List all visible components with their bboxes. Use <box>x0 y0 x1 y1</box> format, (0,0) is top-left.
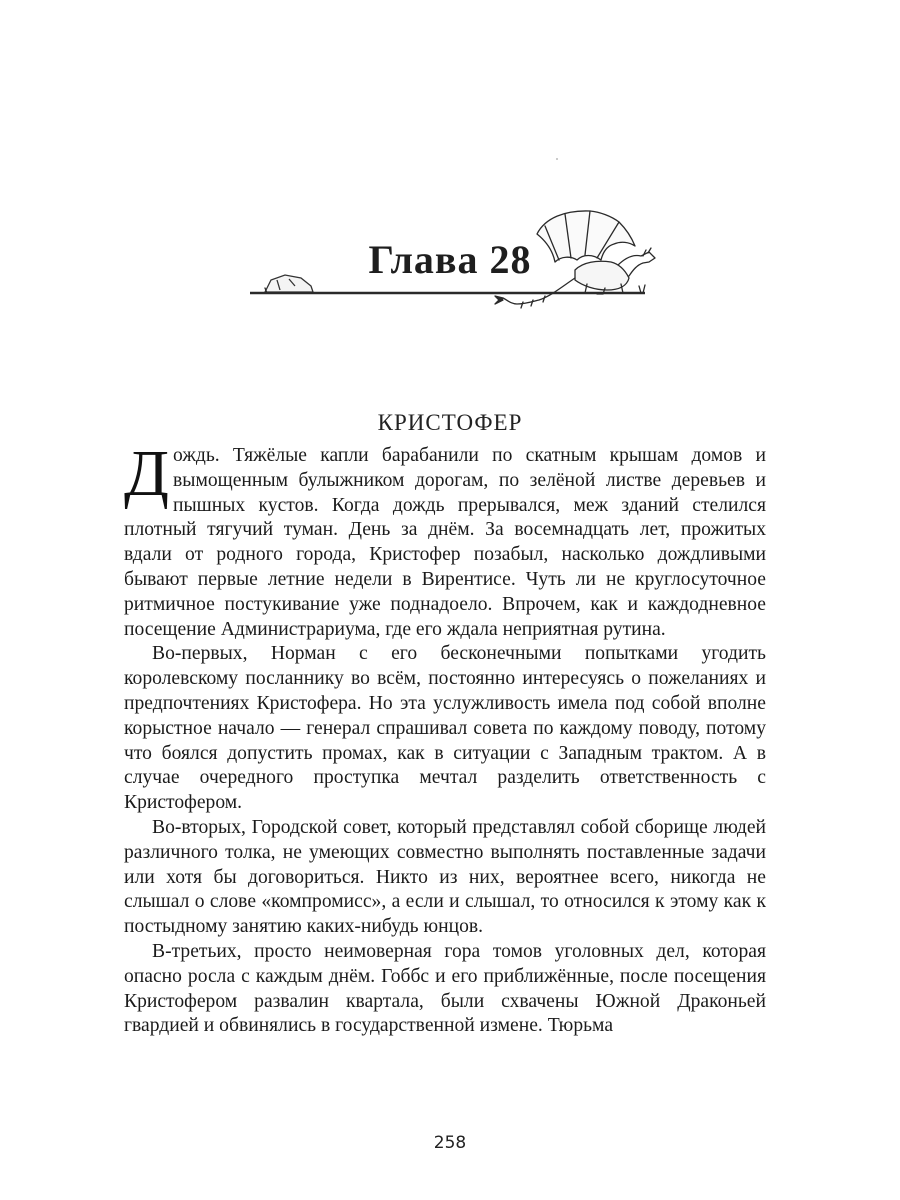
paragraph: Во-первых, Норман с его бесконечными попытками угодить королевскому посланнику во всём, постоянно интересуясь о пожеланиях и предпочтениях Кристофера. Но эта услужливость имела под собой вполне корыстное начало — генерал спрашивал совета по каждому поводу, потому что боялся допустить промах, как в ситуации с Западным трактом. А в случае очередного проступка мечтал разделить ответственность с Кристофером. <box>124 643 766 814</box>
chapter-title: Глава 28 <box>368 237 532 282</box>
paragraph <box>124 437 766 642</box>
paragraph: Во-вторых, Городской совет, который представлял собой сборище людей различного толка, не умеющих совместно выполнять поставленные задачи или хотя бы договориться. Никто из них, вероятнее всего, никогда не слышал о слове «компромисс», а если и слышал, то относился к этому как к постыдному занятию каких-нибудь юнцов. <box>124 816 766 938</box>
pov-heading: КРИСТОФЕР <box>377 410 523 435</box>
paragraph: В-третьих, просто неимоверная гора томов уголовных дел, которая опасно росла с каждым днём. Гоббс и его приближённые, после посещения Кристофером развалин квартала, были схвачены Южной Драконьей гвардией и обвинялись в государственной измене. Тюрьма <box>124 940 766 1037</box>
ink-speck <box>556 158 558 160</box>
body-text <box>124 437 766 1039</box>
drop-cap: Д <box>124 437 170 510</box>
page-number: 258 <box>433 1133 467 1153</box>
paragraph-text: ождь. Тяжёлые капли барабанили по скатным крышам домов и вымощенным булыжником дорогам, по зелёной листве деревьев и пышных кустов. Когда дождь прерывался, меж зданий стелился плотный тягучий туман. День за днём. За восемнадцать лет, прожитых вдали от родного города, Кристофер позабыл, насколько дождливыми бывают первые летние недели в Вирентисе. Чуть ли не круглосуточное ритмичное постукивание уже поднадоело. Впрочем, как и каждодневное посещение Администрариума, где его ждала неприятная рутина. <box>124 445 766 640</box>
